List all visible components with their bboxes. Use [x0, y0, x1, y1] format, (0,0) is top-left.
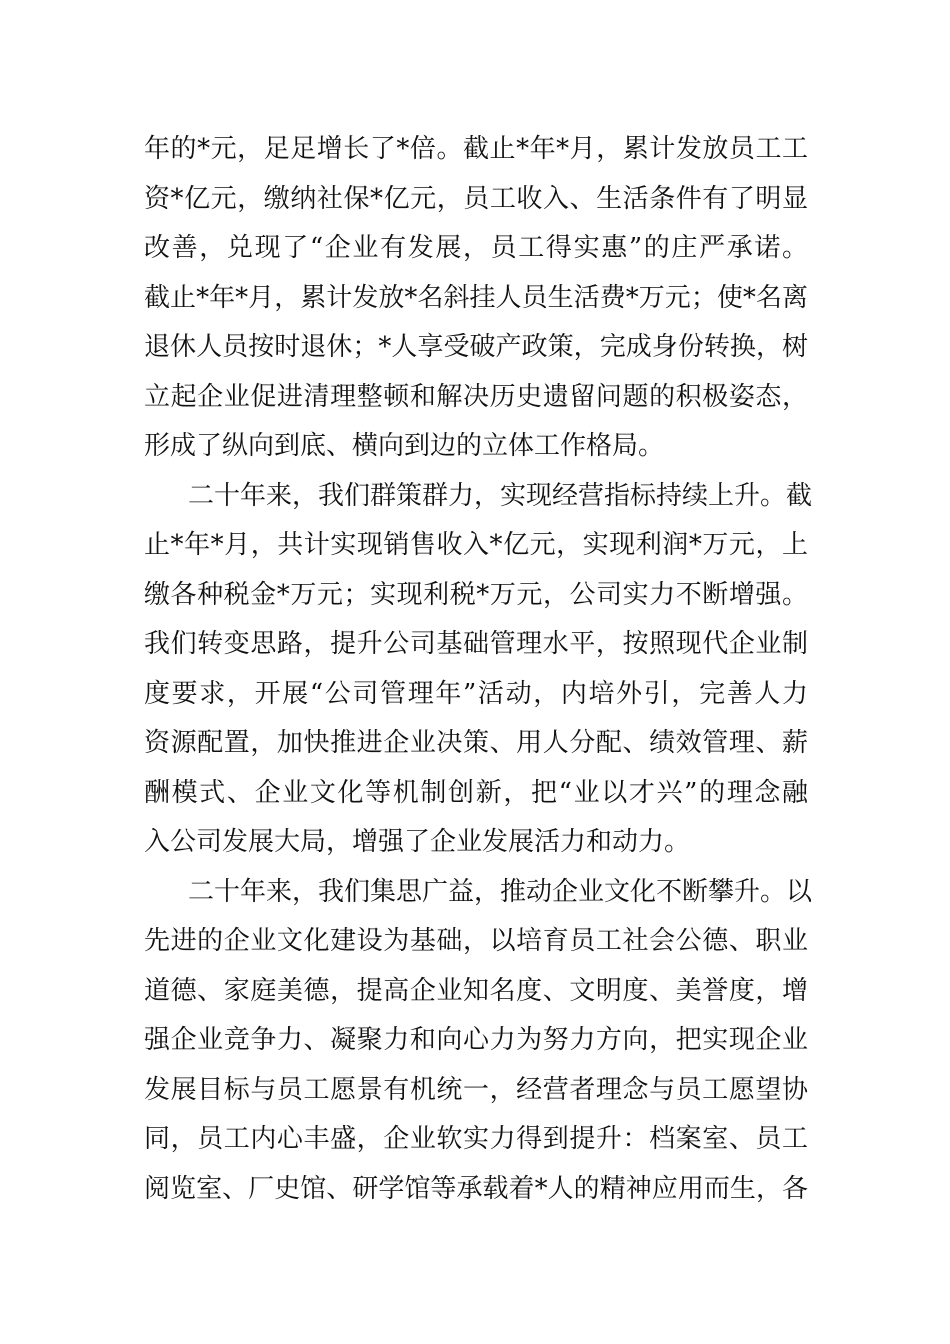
text-line: 我们转变思路，提升公司基础管理水平，按照现代企业制 [144, 629, 808, 659]
text-line: 形成了纵向到底、横向到边的立体工作格局。 [144, 431, 665, 461]
text-line: 年的*元，足足增长了*倍。截止*年*月，累计发放员工工 [144, 134, 808, 164]
text-line: 二十年来，我们群策群力，实现经营指标持续上升。截 [188, 480, 813, 511]
text-line: 阅览室、厂史馆、研学馆等承载着*人的精神应用而生，各 [144, 1173, 808, 1204]
text-line: 改善，兑现了“企业有发展，员工得实惠”的庄严承诺。 [144, 233, 808, 263]
text-line: 截止*年*月，累计发放*名斜挂人员生活费*万元；使*名离 [144, 282, 808, 313]
paragraph-2 [144, 472, 813, 868]
text-line: 立起企业促进清理整顿和解决历史遗留问题的积极姿态， [144, 381, 808, 412]
text-line: 强企业竞争力、凝聚力和向心力为努力方向，把实现企业 [144, 1025, 808, 1055]
text-line: 同，员工内心丰盛，企业软实力得到提升：档案室、员工 [144, 1124, 808, 1154]
document-body [144, 125, 813, 1214]
paragraph-3 [144, 868, 813, 1215]
text-line: 资源配置，加快推进企业决策、用人分配、绩效管理、薪 [144, 728, 808, 758]
text-line: 资*亿元，缴纳社保*亿元，员工收入、生活条件有了明显 [144, 183, 808, 214]
paragraph-1 [144, 125, 808, 472]
text-line: 先进的企业文化建设为基础，以培育员工社会公德、职业 [144, 926, 808, 956]
text-line: 缴各种税金*万元；实现利税*万元，公司实力不断增强。 [144, 579, 808, 610]
text-line: 退休人员按时退休；*人享受破产政策，完成身份转换，树 [144, 332, 808, 362]
text-line: 酬模式、企业文化等机制创新，把“业以才兴”的理念融 [144, 777, 808, 808]
text-line: 度要求，开展“公司管理年”活动，内培外引，完善人力 [144, 678, 808, 709]
text-line: 道德、家庭美德，提高企业知名度、文明度、美誉度，增 [144, 975, 808, 1006]
text-line: 二十年来，我们集思广益，推动企业文化不断攀升。以 [188, 876, 813, 907]
text-line: 入公司发展大局，增强了企业发展活力和动力。 [144, 827, 691, 857]
text-line: 止*年*月，共计实现销售收入*亿元，实现利润*万元，上 [144, 530, 808, 560]
text-line: 发展目标与员工愿景有机统一，经营者理念与员工愿望协 [144, 1074, 808, 1105]
